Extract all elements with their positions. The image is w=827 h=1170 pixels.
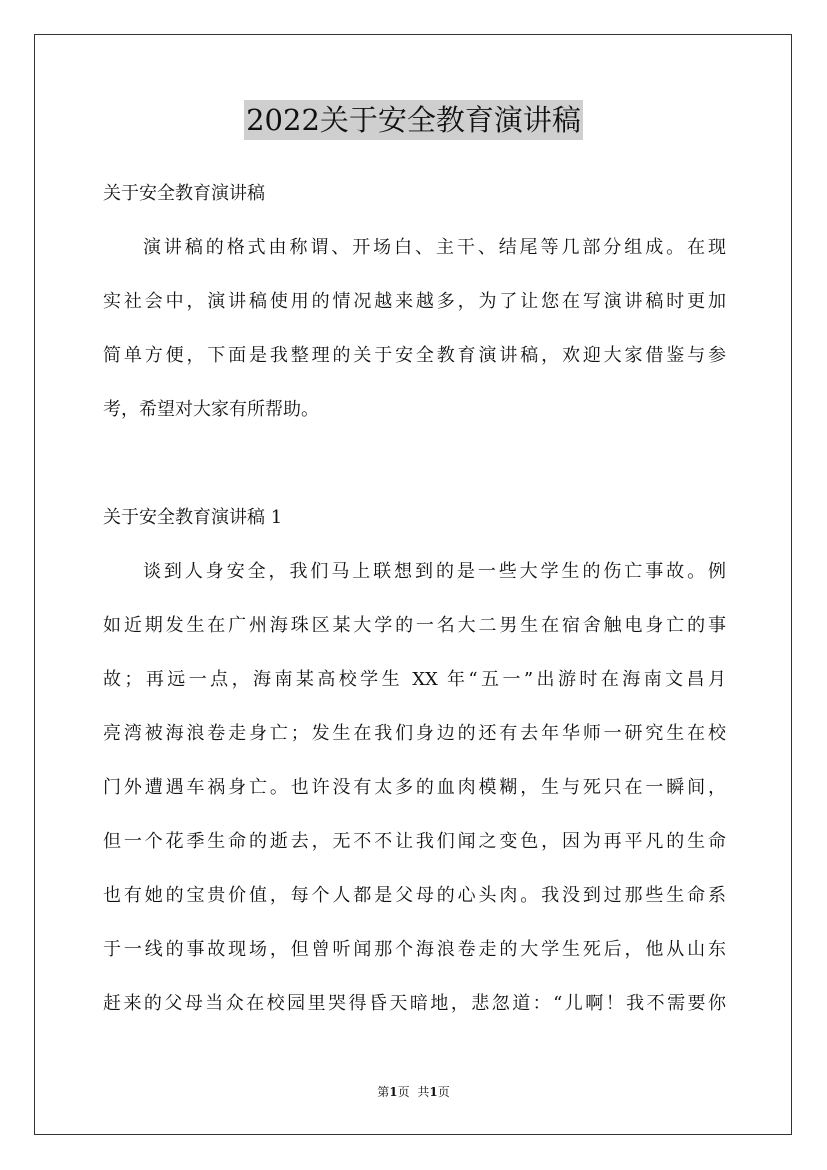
document-title-text: 2022关于安全教育演讲稿 bbox=[244, 100, 583, 140]
paragraph-line: 于一线的事故现场，但曾听闻那个海浪卷走的大学生死后，他从山东 bbox=[103, 939, 726, 960]
paragraph-line: 亮湾被海浪卷走身亡；发生在我们身边的还有去年华师一研究生在校 bbox=[103, 723, 726, 744]
paragraph-line: 演讲稿的格式由称谓、开场白、主干、结尾等几部分组成。在现 bbox=[143, 237, 726, 258]
paragraph-line: 故；再远一点，海南某高校学生 XX 年“五一”出游时在海南文昌月 bbox=[103, 669, 726, 690]
paragraph-line: 但一个花季生命的逝去，无不不让我们闻之变色，因为再平凡的生命 bbox=[103, 831, 726, 852]
footer-text: 页 bbox=[437, 1085, 450, 1099]
section-heading: 关于安全教育演讲稿 1 bbox=[103, 507, 283, 528]
paragraph-line: 简单方便，下面是我整理的关于安全教育演讲稿，欢迎大家借鉴与参 bbox=[103, 345, 726, 366]
paragraph-line: 谈到人身安全，我们马上联想到的是一些大学生的伤亡事故。例 bbox=[143, 561, 726, 582]
footer-text: 第 bbox=[377, 1085, 390, 1099]
page-number: 1 bbox=[389, 1085, 398, 1099]
footer-text: 共 bbox=[417, 1085, 430, 1099]
document-title bbox=[0, 100, 827, 140]
paragraph-line: 也有她的宝贵价值，每个人都是父母的心头肉。我没到过那些生命系 bbox=[103, 885, 726, 906]
page-footer bbox=[0, 1084, 827, 1100]
paragraph-line: 实社会中，演讲稿使用的情况越来越多，为了让您在写演讲稿时更加 bbox=[103, 291, 726, 312]
paragraph-line: 如近期发生在广州海珠区某大学的一名大二男生在宿舍触电身亡的事 bbox=[103, 615, 726, 636]
section-heading: 关于安全教育演讲稿 bbox=[103, 183, 265, 204]
footer-text: 页 bbox=[397, 1085, 410, 1099]
paragraph-line: 门外遭遇车祸身亡。也许没有太多的血肉模糊，生与死只在一瞬间， bbox=[103, 777, 726, 798]
paragraph-line: 赶来的父母当众在校园里哭得昏天暗地，悲忽道：“儿啊！我不需要你 bbox=[103, 993, 726, 1014]
paragraph-line: 考，希望对大家有所帮助。 bbox=[103, 399, 319, 420]
page-total: 1 bbox=[429, 1085, 438, 1099]
